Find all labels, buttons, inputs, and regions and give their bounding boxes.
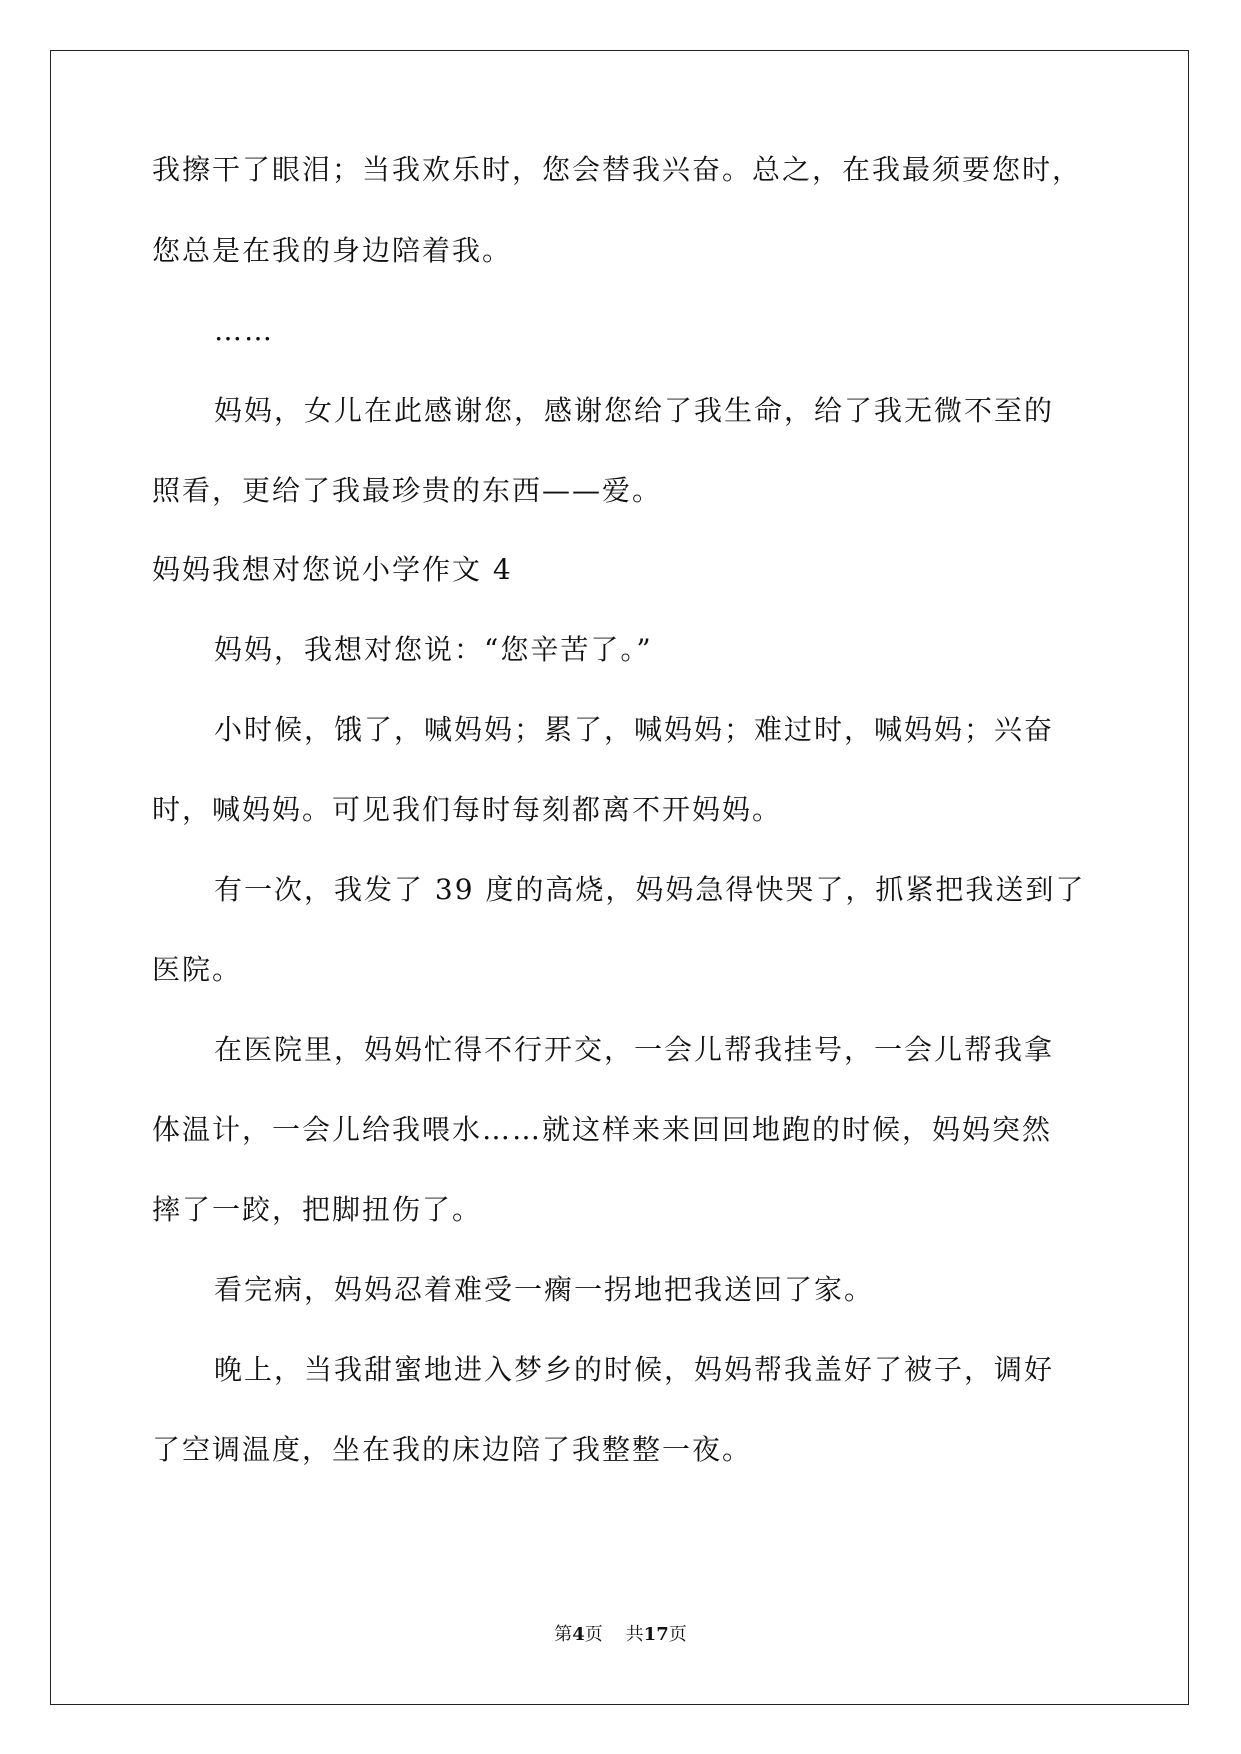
page-prefix: 第 xyxy=(554,1624,573,1645)
total-prefix: 共 xyxy=(625,1624,644,1645)
paragraph-line: 您总是在我的身边陪着我。 xyxy=(152,234,513,267)
paragraph-line: 摔了一跤，把脚扭伤了。 xyxy=(152,1193,483,1226)
paragraph-line: 照看，更给了我最珍贵的东西——爱。 xyxy=(152,474,663,507)
paragraph-line: 我擦干了眼泪；当我欢乐时，您会替我兴奋。总之，在我最须要您时， xyxy=(152,153,1083,186)
paragraph-line: 医院。 xyxy=(152,953,243,986)
total-pages: 17 xyxy=(643,1624,669,1645)
paragraph-line: 时，喊妈妈。可见我们每时每刻都离不开妈妈。 xyxy=(152,793,783,826)
paragraph-line: 体温计，一会儿给我喂水……就这样来来回回地跑的时候，妈妈突然 xyxy=(152,1113,1053,1146)
paragraph-line: 在医院里，妈妈忙得不行开交，一会儿帮我挂号，一会儿帮我拿 xyxy=(214,1033,1055,1066)
paragraph-line: 有一次，我发了 39 度的高烧，妈妈急得快哭了，抓紧把我送到了 xyxy=(214,873,1086,906)
paragraph-line: 了空调温度，坐在我的床边陪了我整整一夜。 xyxy=(152,1433,753,1466)
total-suffix: 页 xyxy=(668,1624,687,1645)
paragraph-line: 小时候，饿了，喊妈妈；累了，喊妈妈；难过时，喊妈妈；兴奋 xyxy=(214,713,1055,746)
paragraph-line: 妈妈，女儿在此感谢您，感谢您给了我生命，给了我无微不至的 xyxy=(214,394,1055,427)
paragraph-line: 晚上，当我甜蜜地进入梦乡的时候，妈妈帮我盖好了被子，调好 xyxy=(214,1353,1055,1386)
ellipsis-line: …… xyxy=(214,314,274,347)
page-suffix: 页 xyxy=(584,1624,603,1645)
paragraph-line: 看完病，妈妈忍着难受一瘸一拐地把我送回了家。 xyxy=(214,1273,875,1306)
section-title: 妈妈我想对您说小学作文 4 xyxy=(152,553,513,586)
paragraph-line: 妈妈，我想对您说：“您辛苦了。” xyxy=(214,633,653,666)
page-footer xyxy=(0,1623,1241,1647)
page-number: 4 xyxy=(572,1624,585,1645)
